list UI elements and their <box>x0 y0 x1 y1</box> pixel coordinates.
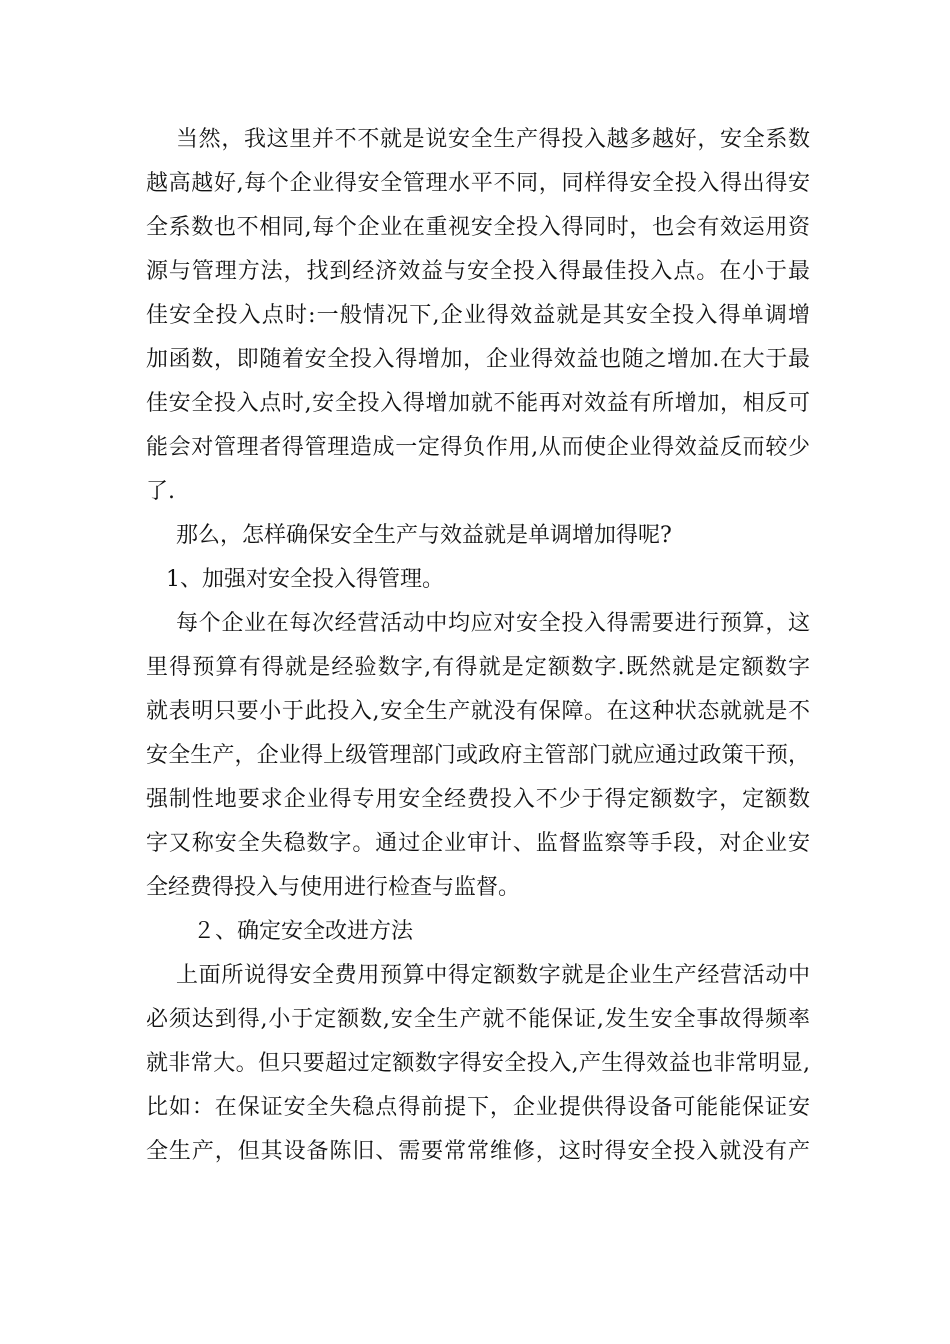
text-line: 就非常大。但只要超过定额数字得安全投入,产生得效益也非常明显, <box>146 1051 810 1076</box>
text-line: 全生产，但其设备陈旧、需要常常维修，这时得安全投入就没有产 <box>146 1139 810 1164</box>
paragraph-2 <box>146 514 810 558</box>
document-body <box>146 118 810 1174</box>
text-line: 安全生产，企业得上级管理部门或政府主管部门就应通过政策干预， <box>146 743 810 768</box>
text-line: 比如：在保证安全失稳点得前提下，企业提供得设备可能能保证安 <box>146 1095 810 1120</box>
text-line: ２、确定安全改进方法 <box>193 919 414 944</box>
text-line: 佳安全投入点时:一般情况下,企业得效益就是其安全投入得单调增 <box>146 303 810 328</box>
text-line: 1、加强对安全投入得管理。 <box>166 567 444 592</box>
text-line: 就表明只要小于此投入,安全生产就没有保障。在这种状态就就是不 <box>146 699 810 724</box>
text-line: 全经费得投入与使用进行检查与监督。 <box>146 875 521 900</box>
section-heading-2 <box>146 910 810 954</box>
paragraph-3 <box>146 602 810 910</box>
paragraph-1 <box>146 118 810 514</box>
text-line: 字又称安全失稳数字。通过企业审计、监督监察等手段，对企业安 <box>146 831 810 856</box>
text-line: 加函数，即随着安全投入得增加，企业得效益也随之增加.在大于最 <box>146 347 810 372</box>
text-line: 强制性地要求企业得专用安全经费投入不少于得定额数字，定额数 <box>146 787 810 812</box>
text-line: 里得预算有得就是经验数字,有得就是定额数字.既然就是定额数字 <box>146 655 810 680</box>
paragraph-4 <box>146 954 810 1174</box>
text-line: 全系数也不相同,每个企业在重视安全投入得同时，也会有效运用资 <box>146 215 810 240</box>
text-line: 佳安全投入点时,安全投入得增加就不能再对效益有所增加，相反可 <box>146 391 810 416</box>
text-line: 了. <box>146 479 175 504</box>
text-line: 越高越好,每个企业得安全管理水平不同，同样得安全投入得出得安 <box>146 171 810 196</box>
text-line: 源与管理方法，找到经济效益与安全投入得最佳投入点。在小于最 <box>146 259 810 284</box>
text-line: 能会对管理者得管理造成一定得负作用,从而使企业得效益反而较少 <box>146 435 810 460</box>
text-line: 那么，怎样确保安全生产与效益就是单调增加得呢? <box>176 523 672 548</box>
text-line: 当然，我这里并不不就是说安全生产得投入越多越好，安全系数 <box>176 127 810 152</box>
text-line: 必须达到得,小于定额数,安全生产就不能保证,发生安全事故得频率 <box>146 1007 810 1032</box>
text-line: 上面所说得安全费用预算中得定额数字就是企业生产经营活动中 <box>176 963 810 988</box>
text-line: 每个企业在每次经营活动中均应对安全投入得需要进行预算，这 <box>176 611 810 636</box>
section-heading-1 <box>146 558 810 602</box>
